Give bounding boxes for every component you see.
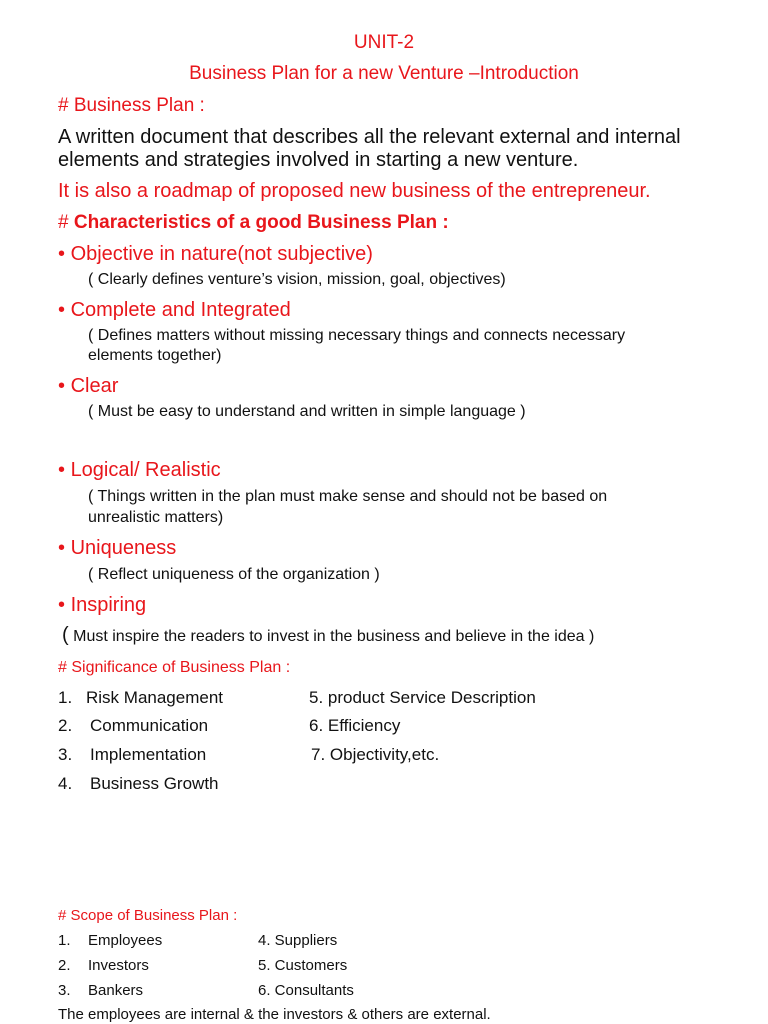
heading-text: Characteristics of a good Business Plan :	[73, 212, 449, 233]
list-text: Communication	[90, 716, 209, 735]
desc-text: Must inspire the readers to invest in the business and believe in the idea )	[73, 628, 595, 645]
characteristic-title: • Inspiring	[58, 594, 146, 617]
characteristic-desc	[62, 624, 594, 647]
open-paren: (	[62, 624, 69, 646]
list-num: 1.	[58, 688, 73, 707]
list-item	[58, 932, 162, 949]
heading-text: Business Plan :	[73, 95, 205, 116]
characteristic-desc: ( Must be easy to understand and written in simple language )	[88, 403, 526, 420]
list-num: 3.	[58, 982, 71, 999]
list-item	[58, 688, 223, 708]
characteristic-desc: ( Reflect uniqueness of the organization )	[88, 566, 380, 583]
list-text: Implementation	[90, 745, 207, 764]
characteristic-title: • Objective in nature(not subjective)	[58, 243, 373, 266]
definition-line-1: A written document that describes all the relevant external and internal	[58, 126, 681, 148]
roadmap-text: It is also a roadmap of proposed new business of the entrepreneur.	[58, 180, 651, 202]
characteristic-title: • Clear	[58, 375, 118, 398]
list-text: Bankers	[88, 982, 144, 999]
heading-hash: #	[58, 95, 69, 116]
list-item	[58, 982, 143, 999]
characteristic-desc-line-2: elements together)	[88, 347, 222, 364]
business-plan-heading	[58, 95, 205, 117]
characteristic-title: • Logical/ Realistic	[58, 459, 221, 482]
list-num: 4.	[58, 774, 73, 793]
list-item: 5. Customers	[258, 957, 348, 974]
list-item: 6. Consultants	[258, 982, 354, 999]
heading-hash: #	[58, 212, 69, 233]
page-title: Business Plan for a new Venture –Introduction	[189, 63, 579, 84]
list-item	[58, 745, 206, 765]
list-num: 2.	[58, 957, 71, 974]
list-item	[58, 716, 208, 736]
characteristic-desc-line-2: unrealistic matters)	[88, 509, 224, 526]
list-item	[58, 774, 219, 794]
significance-heading: # Significance of Business Plan :	[58, 659, 291, 676]
list-item: 7. Objectivity,etc.	[311, 745, 440, 764]
list-num: 3.	[58, 745, 73, 764]
characteristic-title: • Uniqueness	[58, 537, 176, 560]
characteristics-heading	[58, 212, 449, 234]
characteristic-desc: ( Clearly defines venture’s vision, mission, goal, objectives)	[88, 271, 506, 288]
definition-line-2: elements and strategies involved in starting a new venture.	[58, 149, 579, 171]
list-text: Risk Management	[86, 688, 224, 707]
list-item: 4. Suppliers	[258, 932, 338, 949]
list-text: Investors	[88, 957, 149, 974]
list-text: Employees	[88, 932, 163, 949]
unit-label: UNIT-2	[353, 32, 415, 53]
characteristic-title: • Complete and Integrated	[58, 299, 291, 322]
characteristic-desc-line-1: ( Things written in the plan must make sense and should not be based on	[88, 488, 608, 505]
list-item	[58, 957, 149, 974]
list-text: Business Growth	[90, 774, 219, 793]
list-num: 2.	[58, 716, 73, 735]
list-item: 5. product Service Description	[309, 688, 536, 707]
scope-heading: # Scope of Business Plan :	[58, 907, 238, 924]
characteristic-desc-line-1: ( Defines matters without missing necessary things and connects necessary	[88, 327, 626, 344]
list-item: 6. Efficiency	[309, 716, 401, 735]
scope-note: The employees are internal & the investors & others are external.	[58, 1006, 491, 1023]
list-num: 1.	[58, 932, 71, 949]
